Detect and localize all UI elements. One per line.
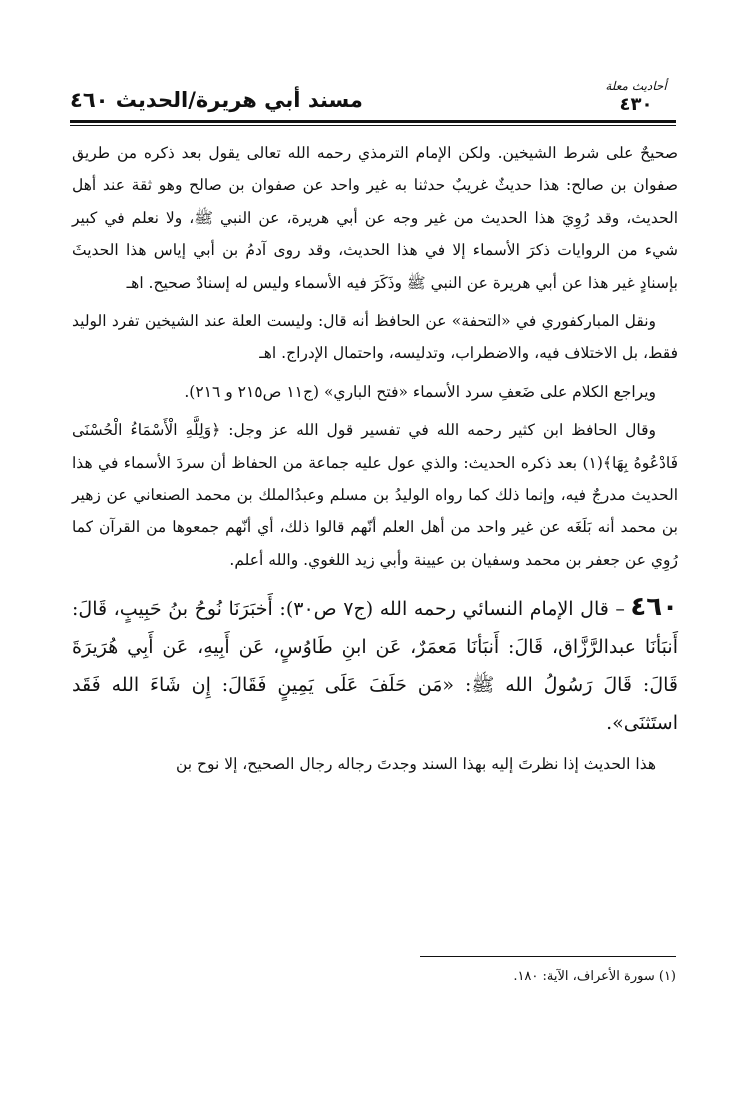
paragraph-fath-al-bari: ويراجع الكلام على ضَعفِ سرد الأسماء «فتح الباري» (ج١١ ص٢١٥ و ٢١٦). — [184, 382, 656, 401]
hadith-entry — [72, 590, 678, 742]
handwritten-stamp — [596, 78, 676, 122]
main-text — [72, 137, 678, 787]
footnote-divider — [420, 956, 676, 957]
footnote: (١) سورة الأعراف، الآية: ١٨٠. — [513, 969, 676, 984]
paragraph-tirmidhi: صحيحٌ على شرط الشيخين. ولكن الإمام الترمذي رحمه الله تعالى يقول بعد ذكره من طريق صفوان بن صالح: هذا حديثٌ غريبٌ حدثنا به غير واحد عن صفوان بن صالح وهو ثقة عند أهل الحديث، وقد رُوِيَ هذا الحديث من غير وجه عن أبي هريرة، عن النبي ﷺ، ولا نعلم في كبير شيء من الروايات ذكرَ الأسماء إلا في هذا الحديث، وقد روى آدمُ بن أبي إياس هذا الحديثَ بإسنادٍ غير هذا عن أبي هريرة عن النبي ﷺ وذَكَرَ فيه الأسماء وليس له إسنادٌ صحيح. اهـ — [72, 144, 678, 292]
paragraph-mubarakfuri: ونقل المباركفوري في «التحفة» عن الحافظ أنه قال: وليست العلة عند الشيخين تفرد الوليد فقط، بل الاختلاف فيه، والاضطراب، وتدليسه، واحتمال الإدراج. اهـ — [72, 312, 678, 363]
hadith-number: ٤٦٠ — [630, 592, 678, 623]
hadith-text: – قال الإمام النسائي رحمه الله (ج٧ ص٣٠): أَخبَرَنَا نُوحُ بنُ حَبِيبٍ، قَالَ: أَنبَأنَا عبدالرَّزَّاق، قَالَ: أَنبَأنَا مَعمَرٌ، عَن ابنِ طَاوُسٍ، عَن أَبِيهِ، عَن أَبِي هُرَيرَةَ قَالَ: قَالَ رَسُولُ الله ﷺ: «مَن حَلَفَ عَلَى يَمِينٍ فَقَالَ: إِن شَاءَ الله فَقَد استَثنَى». — [72, 598, 678, 735]
page-header — [70, 78, 676, 124]
stamp-label: أحاديث معلة — [605, 79, 667, 93]
paragraph-ibn-kathir: وقال الحافظ ابن كثير رحمه الله في تفسير قول الله عز وجل: ﴿وَلِلَّهِ الْأَسْمَاءُ الْحُسْنَى فَادْعُوهُ بِهَا﴾(١) بعد ذكره الحديث: والذي عول عليه جماعة من الحفاظ أن سردَ الأسماء في هذا الحديث مدرجٌ فيه، وإنما ذلك كما رواه الوليدُ بن مسلم وعبدُالملك بن محمد الصنعاني عن زهير بن محمد أنه بَلَغَه عن غير واحد من أهل العلم أنّهم قالوا ذلك، أي أنّهم جمعوها من القرآن كما رُوِي عن جعفر بن محمد وسفيان بن عيينة وأبي زيد اللغوي. والله أعلم. — [72, 421, 678, 569]
header-divider — [70, 120, 676, 126]
running-title: مسند أبي هريرة/الحديث ٤٦٠ — [70, 88, 363, 112]
stamp-page-number: ٤٣٠ — [619, 94, 653, 115]
paragraph-closing: هذا الحديث إذا نظرتَ إليه بهذا السند وجدتَ رجاله رجال الصحيح، إلا نوح بن — [175, 755, 656, 774]
